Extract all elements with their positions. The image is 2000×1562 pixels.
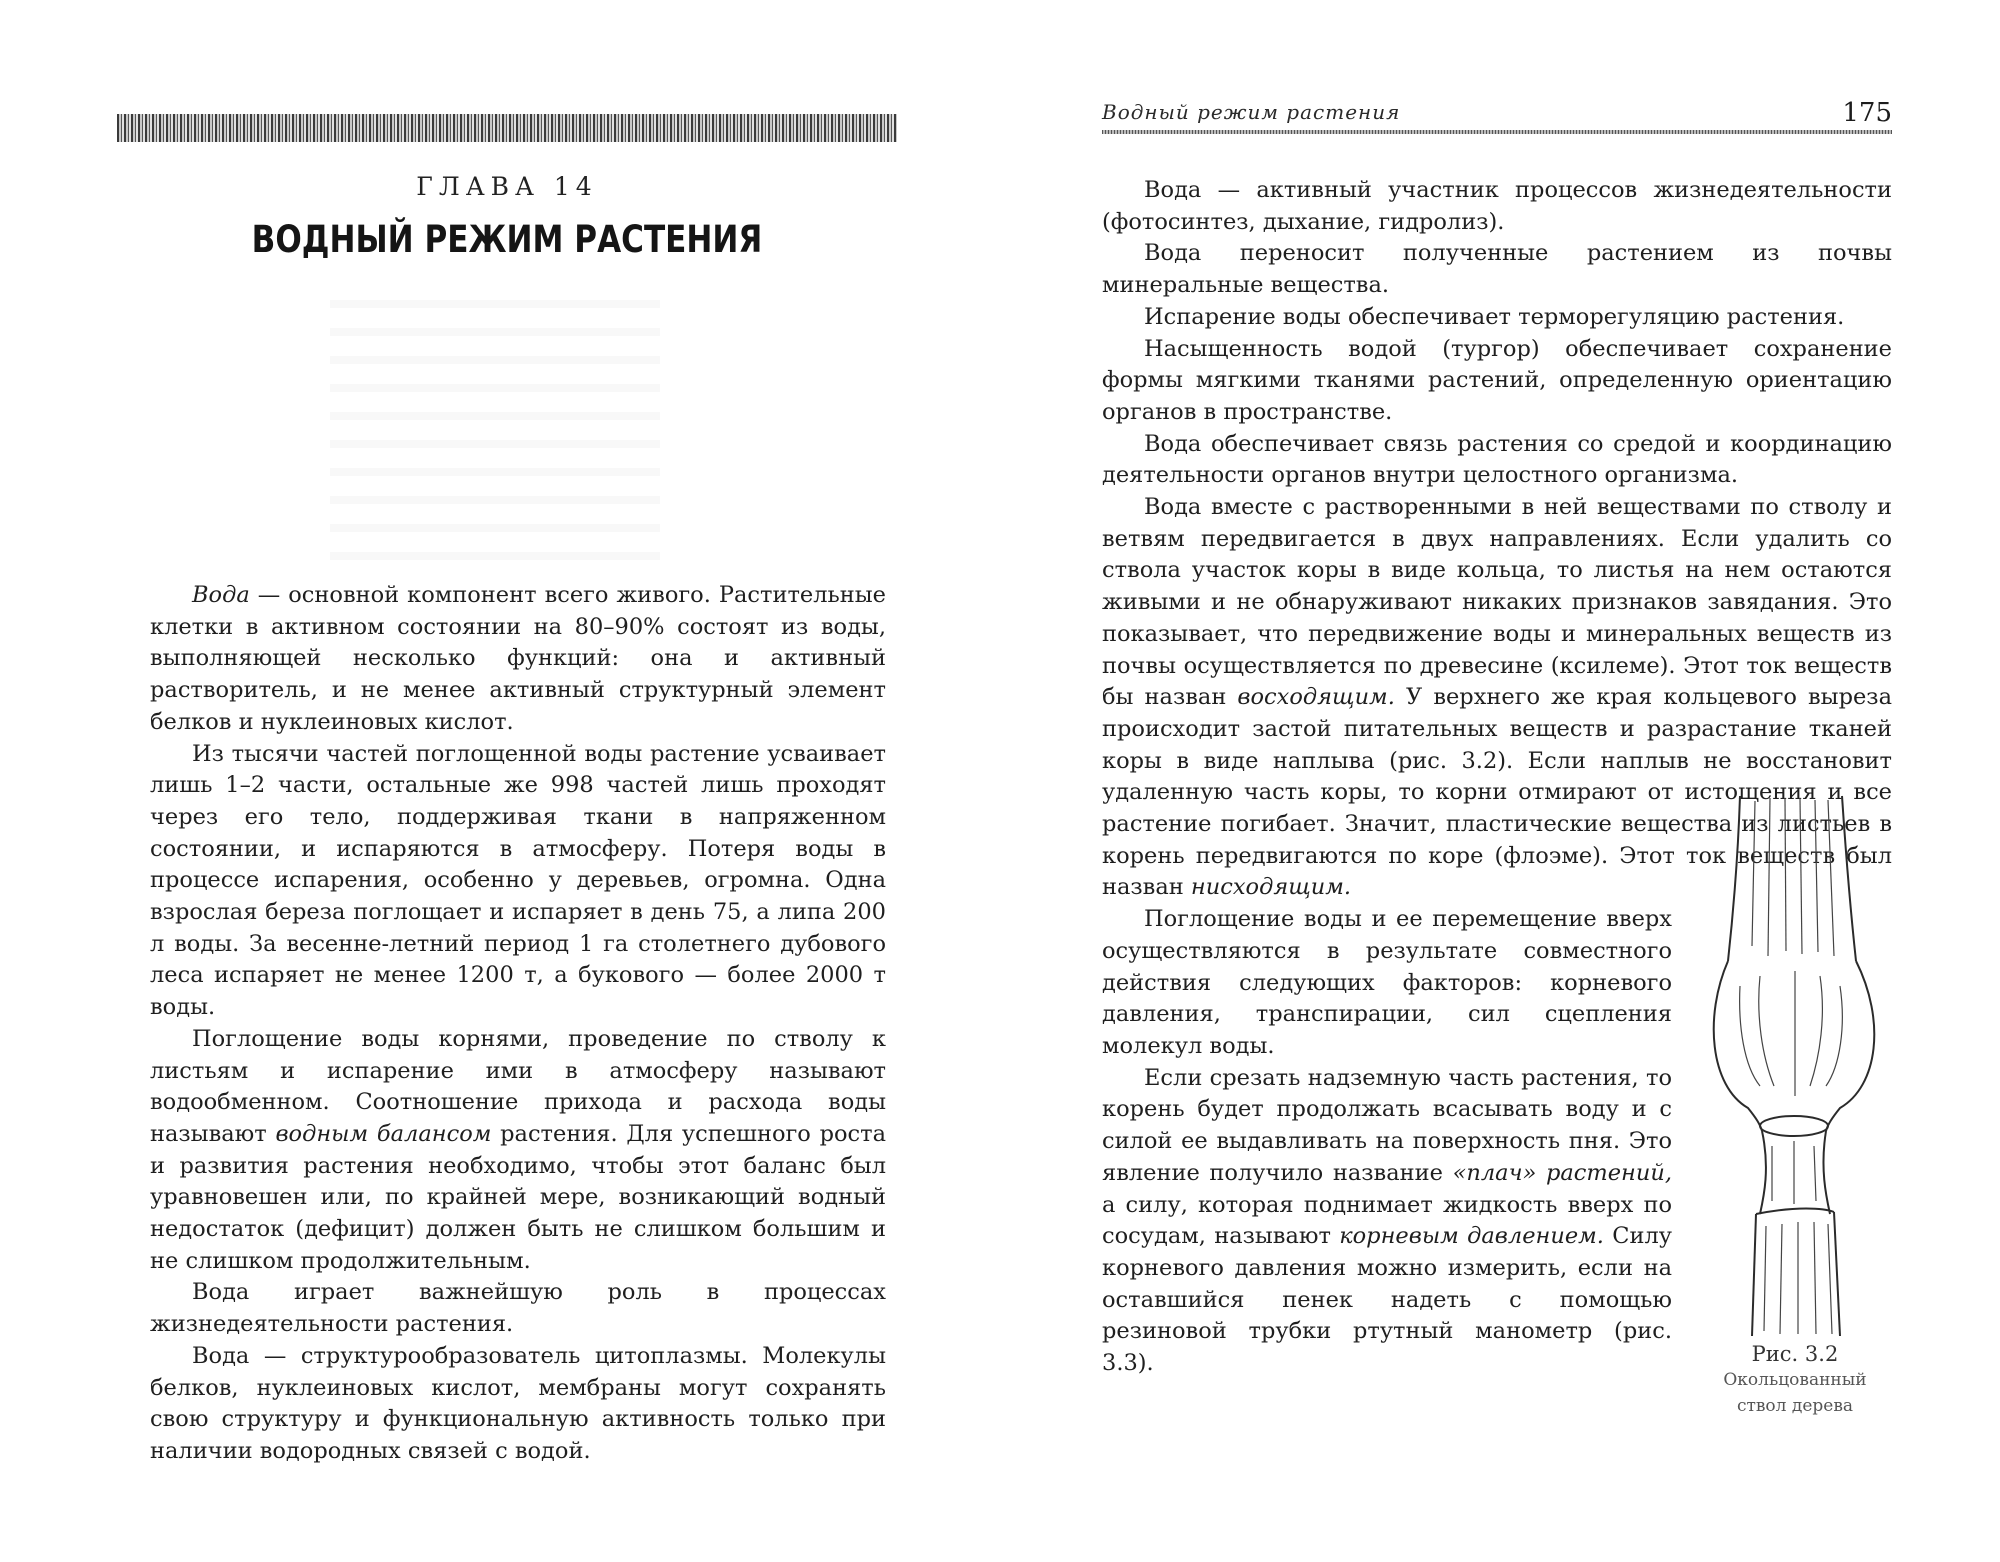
figure-description: Окольцованный ствол дерева <box>1723 1370 1867 1416</box>
emphasis: водным балансом <box>275 1120 492 1147</box>
paragraph: Вода обеспечивает связь растения со средой и координацию деятельности органов внутри целостного организма. <box>1102 430 1892 489</box>
paragraph: Поглощение воды корнями, проведение по стволу к листьям и испарение ими в атмосферу называют водообменном. Соотношение прихода и расхода воды называют водным балансом растения. Для успешного роста и развития растения необходимо, чтобы этот баланс был уравновешен или, по крайней мере, возникающий водный недостаток (дефицит) должен быть не слишком большим и не слишком продолжительным. <box>150 1025 886 1274</box>
paragraph: Вода играет важнейшую роль в процессах жизнедеятельности растения. <box>150 1279 886 1338</box>
emphasis: восходящим. <box>1237 684 1395 711</box>
decorative-header-bar <box>117 114 897 142</box>
figure-label: Рис. 3.2 <box>1751 1342 1839 1366</box>
paragraph: Вода — основной компонент всего живого. Растительные клетки в активном состоянии на 80–90% состоят из воды, выполняющей несколько функций: она и активный растворитель, и не менее активный структурный элемент белков и нуклеиновых кислот. <box>150 582 886 735</box>
ringed-tree-trunk-icon <box>1700 786 1890 1336</box>
left-body-text <box>150 580 886 1468</box>
paragraph: Если срезать надземную часть растения, то корень будет продолжать всасывать воду и с силой ее выдавливать на поверхность пня. Это явление получило название «плач» растений, а силу, которая поднимает жидкость вверх по сосудам, называют корневым давлением. Силу корневого давления можно измерить, если на оставшийся пенек надеть с помощью резиновой трубки ртутный манометр (рис. 3.3). <box>1102 1064 1673 1377</box>
header-rule <box>1102 130 1892 134</box>
paragraph: Вода — активный участник процессов жизнедеятельности (фотосинтез, дыхание, гидролиз). <box>1102 177 1892 235</box>
show-through-decoration <box>330 300 660 560</box>
emphasis: Вода <box>192 582 250 608</box>
paragraph: Испарение воды обеспечивает терморегуляцию растения. <box>1144 303 1845 330</box>
emphasis: нисходящим. <box>1190 874 1352 901</box>
paragraph: Поглощение воды и ее перемещение вверх осуществляются в результате совместного действия следующих факторов: корневого давления, транспирации, сил сцепления молекул воды. <box>1102 906 1672 1059</box>
paragraph: Вода — структурообразователь цитоплазмы. Молекулы белков, нуклеиновых кислот, мембраны могут сохранять свою структуру и функциональную активность только при наличии водородных связей с водой. <box>150 1342 886 1464</box>
chapter-title: ВОДНЫЙ РЕЖИМ РАСТЕНИЯ <box>251 218 763 261</box>
emphasis: «плач» растений, <box>1452 1159 1673 1186</box>
paragraph: Насыщенность водой (тургор) обеспечивает сохранение формы мягкими тканями растений, определенную ориентацию органов в пространстве. <box>1102 335 1892 425</box>
paragraph: Вода вместе с растворенными в ней веществами по стволу и ветвям передвигается в двух направлениях. Если удалить со ствола участок коры в виде кольца, то листья на нем остаются живыми и не обнаруживают никаких признаков завядания. Это показывает, что передвижение воды и минеральных веществ из почвы осуществляется по древесине (ксилеме). Этот ток веществ бы назван восходящим. У верхнего же края кольцевого выреза происходит застой питательных веществ и разрастание тканей коры в виде наплыва (рис. 3.2). Если наплыв не восстановит удаленную часть коры, то корни отмирают от истощения и все растение погибает. Значит, пластические вещества из листьев в корень передвигаются по коре (флоэме). Этот ток веществ был назван нисходящим. <box>1102 494 1892 901</box>
figure-caption <box>1700 1341 1890 1419</box>
right-page <box>1000 0 2000 1562</box>
running-title: Водный режим растения <box>1102 100 1401 124</box>
emphasis: корневым давлением. <box>1339 1223 1604 1250</box>
paragraph: Вода переносит полученные растением из почвы минеральные вещества. <box>1102 240 1892 299</box>
figure-3-2 <box>1700 786 1890 1466</box>
paragraph: Из тысячи частей поглощенной воды растение усваивает лишь 1–2 части, остальные же 998 частей лишь проходят через его тело, поддерживая ткани в напряженном состоянии, и испаряются в атмосферу. Потеря воды в процессе испарения, особенно у деревьев, огромна. Одна взрослая береза поглощает и испаряет в день 75, а липа 200 л воды. За весенне-летний период 1 га столетнего дубового леса испаряет не менее 1200 т, а букового — более 2000 т воды. <box>150 740 886 1021</box>
chapter-label: ГЛАВА 14 <box>416 172 598 201</box>
page-number: 175 <box>1842 98 1892 128</box>
